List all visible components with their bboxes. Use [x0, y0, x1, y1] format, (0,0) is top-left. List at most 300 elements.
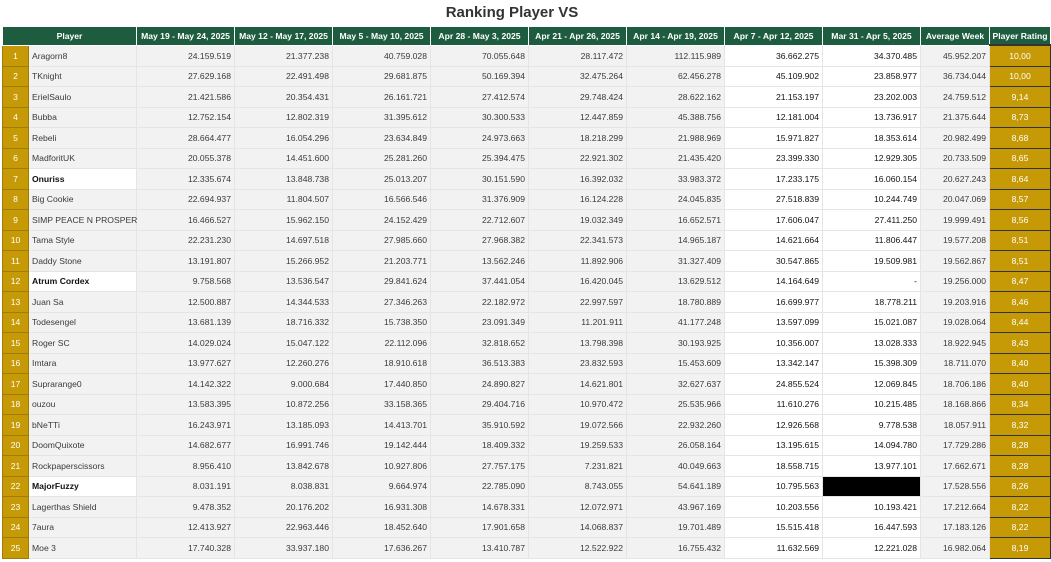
week-value-cell: 19.072.566: [529, 415, 627, 436]
week-value-cell: 17.636.267: [333, 538, 431, 559]
week-value-cell: 30.193.925: [627, 333, 725, 354]
week-value-cell: 21.435.420: [627, 148, 725, 169]
week-value-cell: 15.021.087: [823, 312, 921, 333]
week-value-cell: 27.757.175: [431, 456, 529, 477]
week-value-cell: 30.547.865: [725, 251, 823, 272]
table-row[interactable]: [3, 333, 1051, 354]
week-value-cell: 17.440.850: [333, 374, 431, 395]
week-value-cell: 25.394.475: [431, 148, 529, 169]
week-value-cell: 50.169.394: [431, 66, 529, 87]
week-value-cell: 14.413.701: [333, 415, 431, 436]
week-value-cell: 32.475.264: [529, 66, 627, 87]
week-value-cell: 22.963.446: [235, 517, 333, 538]
table-row[interactable]: [3, 292, 1051, 313]
column-header-week-3[interactable]: May 5 - May 10, 2025: [333, 27, 431, 46]
table-row[interactable]: [3, 148, 1051, 169]
week-value-cell: 13.842.678: [235, 456, 333, 477]
player-rating-cell: 9,14: [990, 87, 1051, 108]
week-value-cell: 12.072.971: [529, 497, 627, 518]
player-rating-cell: 8,64: [990, 169, 1051, 190]
week-value-cell: 26.058.164: [627, 435, 725, 456]
week-value-cell: 14.164.649: [725, 271, 823, 292]
week-value-cell: 15.515.418: [725, 517, 823, 538]
week-value-cell: 19.509.981: [823, 251, 921, 272]
rank-cell: 12: [3, 271, 29, 292]
week-value-cell: 12.802.319: [235, 107, 333, 128]
average-week-cell: 18.706.186: [921, 374, 990, 395]
column-header-week-1[interactable]: May 19 - May 24, 2025: [137, 27, 235, 46]
week-value-cell: 13.185.093: [235, 415, 333, 436]
week-value-cell: 25.535.966: [627, 394, 725, 415]
table-row[interactable]: [3, 353, 1051, 374]
week-value-cell: 11.610.276: [725, 394, 823, 415]
week-value-cell: 16.652.571: [627, 210, 725, 231]
week-value-cell: 32.627.637: [627, 374, 725, 395]
week-value-cell: 16.060.154: [823, 169, 921, 190]
table-row[interactable]: [3, 189, 1051, 210]
rank-cell: 22: [3, 476, 29, 497]
week-value-cell: 16.392.032: [529, 169, 627, 190]
rank-cell: 23: [3, 497, 29, 518]
week-value-cell: 40.759.028: [333, 45, 431, 66]
week-value-cell: 29.841.624: [333, 271, 431, 292]
player-name-cell: Rebeli: [29, 128, 137, 149]
week-value-cell: 12.522.922: [529, 538, 627, 559]
column-header-week-7[interactable]: Apr 7 - Apr 12, 2025: [725, 27, 823, 46]
player-name-cell: TKnight: [29, 66, 137, 87]
week-value-cell: 10.356.007: [725, 333, 823, 354]
week-value-cell: 36.513.383: [431, 353, 529, 374]
week-value-cell: 17.901.658: [431, 517, 529, 538]
week-value-cell: 16.566.546: [333, 189, 431, 210]
column-header-week-4[interactable]: Apr 28 - May 3, 2025: [431, 27, 529, 46]
week-value-cell: 35.910.592: [431, 415, 529, 436]
average-week-cell: 18.057.911: [921, 415, 990, 436]
week-value-cell: 12.752.154: [137, 107, 235, 128]
column-header-average-week[interactable]: Average Week: [921, 27, 990, 46]
week-value-cell: 15.047.122: [235, 333, 333, 354]
average-week-cell: 19.999.491: [921, 210, 990, 231]
week-value-cell: 43.967.169: [627, 497, 725, 518]
week-value-cell: 15.266.952: [235, 251, 333, 272]
week-value-cell: 14.697.518: [235, 230, 333, 251]
week-value-cell: 9.758.568: [137, 271, 235, 292]
average-week-cell: 20.733.509: [921, 148, 990, 169]
week-value-cell: 31.327.409: [627, 251, 725, 272]
week-value-cell: 26.161.721: [333, 87, 431, 108]
table-row[interactable]: [3, 415, 1051, 436]
average-week-cell: 17.212.664: [921, 497, 990, 518]
week-value-cell: 8.031.191: [137, 476, 235, 497]
player-name-cell: Suprarange0: [29, 374, 137, 395]
player-name-cell: Daddy Stone: [29, 251, 137, 272]
player-rating-cell: 8,44: [990, 312, 1051, 333]
week-value-cell: 10.193.421: [823, 497, 921, 518]
player-name-cell: ouzou: [29, 394, 137, 415]
player-name-cell: Bubba: [29, 107, 137, 128]
week-value-cell: 23.399.330: [725, 148, 823, 169]
player-rating-cell: 8,40: [990, 353, 1051, 374]
column-header-player-rating[interactable]: Player Rating: [990, 27, 1051, 46]
player-rating-cell: 8,22: [990, 497, 1051, 518]
week-value-cell: 16.699.977: [725, 292, 823, 313]
average-week-cell: 20.627.243: [921, 169, 990, 190]
week-value-cell: 12.926.568: [725, 415, 823, 436]
week-value-cell: 22.112.096: [333, 333, 431, 354]
column-header-player[interactable]: Player: [3, 27, 137, 46]
header-row: [3, 27, 1051, 46]
week-value-cell: 18.558.715: [725, 456, 823, 477]
week-value-cell: 24.159.519: [137, 45, 235, 66]
week-value-cell: 28.117.472: [529, 45, 627, 66]
week-value-cell: 14.451.600: [235, 148, 333, 169]
week-value-cell: 54.641.189: [627, 476, 725, 497]
week-value-cell: 20.354.431: [235, 87, 333, 108]
week-value-cell: 22.231.230: [137, 230, 235, 251]
player-name-cell: SIMP PEACE N PROSPER: [29, 210, 137, 231]
table-row[interactable]: [3, 210, 1051, 231]
week-value-cell: 12.335.674: [137, 169, 235, 190]
table-row[interactable]: [3, 271, 1051, 292]
week-value-cell: 24.855.524: [725, 374, 823, 395]
week-value-cell: 15.398.309: [823, 353, 921, 374]
column-header-week-6[interactable]: Apr 14 - Apr 19, 2025: [627, 27, 725, 46]
week-value-cell: 13.629.512: [627, 271, 725, 292]
week-value-cell: 18.716.332: [235, 312, 333, 333]
week-value-cell: 18.409.332: [431, 435, 529, 456]
week-value-cell: 15.971.827: [725, 128, 823, 149]
week-value-cell: 27.985.660: [333, 230, 431, 251]
average-week-cell: 16.982.064: [921, 538, 990, 559]
week-value-cell: 45.388.756: [627, 107, 725, 128]
table-row[interactable]: [3, 374, 1051, 395]
week-value-cell: 15.962.150: [235, 210, 333, 231]
table-body: [3, 45, 1051, 558]
average-week-cell: 19.256.000: [921, 271, 990, 292]
player-name-cell: Imtara: [29, 353, 137, 374]
week-value-cell: 18.452.640: [333, 517, 431, 538]
rank-cell: 14: [3, 312, 29, 333]
week-value-cell: 16.755.432: [627, 538, 725, 559]
player-name-cell: MajorFuzzy: [29, 476, 137, 497]
rank-cell: 4: [3, 107, 29, 128]
week-value-cell: 12.260.276: [235, 353, 333, 374]
week-value-cell: 24.045.835: [627, 189, 725, 210]
table-row[interactable]: [3, 66, 1051, 87]
week-value-cell: 12.413.927: [137, 517, 235, 538]
player-rating-cell: 8,68: [990, 128, 1051, 149]
player-name-cell: Aragorn8: [29, 45, 137, 66]
week-value-cell: 25.281.260: [333, 148, 431, 169]
player-rating-cell: 8,19: [990, 538, 1051, 559]
week-value-cell: 112.115.989: [627, 45, 725, 66]
week-value-cell: 18.353.614: [823, 128, 921, 149]
rank-cell: 17: [3, 374, 29, 395]
player-name-cell: Roger SC: [29, 333, 137, 354]
week-value-cell: 19.032.349: [529, 210, 627, 231]
rank-cell: 3: [3, 87, 29, 108]
week-value-cell: 13.681.139: [137, 312, 235, 333]
week-value-cell: 33.983.372: [627, 169, 725, 190]
page-title: Ranking Player VS: [445, 4, 579, 21]
player-name-cell: Rockpaperscissors: [29, 456, 137, 477]
player-name-cell: Juan Sa: [29, 292, 137, 313]
week-value-cell: 29.748.424: [529, 87, 627, 108]
rank-cell: 15: [3, 333, 29, 354]
player-name-cell: MadforitUK: [29, 148, 137, 169]
column-header-week-2[interactable]: May 12 - May 17, 2025: [235, 27, 333, 46]
week-value-cell: 22.182.972: [431, 292, 529, 313]
table-row[interactable]: [3, 87, 1051, 108]
player-name-cell: Moe 3: [29, 538, 137, 559]
table-row[interactable]: [3, 394, 1051, 415]
week-value-cell: 12.447.859: [529, 107, 627, 128]
week-value-cell: 11.892.906: [529, 251, 627, 272]
week-value-cell: 27.411.250: [823, 210, 921, 231]
average-week-cell: 21.375.644: [921, 107, 990, 128]
week-value-cell: 17.606.047: [725, 210, 823, 231]
week-value-cell: 30.300.533: [431, 107, 529, 128]
week-value-cell: 21.377.238: [235, 45, 333, 66]
week-value-cell: 22.491.498: [235, 66, 333, 87]
week-value-cell: 19.701.489: [627, 517, 725, 538]
rank-cell: 2: [3, 66, 29, 87]
player-rating-cell: 8,28: [990, 435, 1051, 456]
week-value-cell: 13.195.615: [725, 435, 823, 456]
player-name-cell: Tama Style: [29, 230, 137, 251]
week-value-cell: 20.176.202: [235, 497, 333, 518]
week-value-cell: 13.583.395: [137, 394, 235, 415]
week-value-cell: 16.054.296: [235, 128, 333, 149]
week-value-cell: 27.518.839: [725, 189, 823, 210]
table-row[interactable]: [3, 169, 1051, 190]
average-week-cell: 19.577.208: [921, 230, 990, 251]
week-value-cell: 12.069.845: [823, 374, 921, 395]
week-value-cell: 33.937.180: [235, 538, 333, 559]
rank-cell: 25: [3, 538, 29, 559]
rank-cell: 7: [3, 169, 29, 190]
week-value-cell: 12.181.004: [725, 107, 823, 128]
rank-cell: 13: [3, 292, 29, 313]
average-week-cell: 19.203.916: [921, 292, 990, 313]
week-value-cell: 40.049.663: [627, 456, 725, 477]
rank-cell: 1: [3, 45, 29, 66]
week-value-cell: 29.404.716: [431, 394, 529, 415]
table-row[interactable]: [3, 435, 1051, 456]
week-value-cell: 13.977.627: [137, 353, 235, 374]
week-value-cell: 13.536.547: [235, 271, 333, 292]
table-row[interactable]: [3, 107, 1051, 128]
week-value-cell: 21.203.771: [333, 251, 431, 272]
table-row[interactable]: [3, 230, 1051, 251]
average-week-cell: 18.922.945: [921, 333, 990, 354]
week-value-cell: 14.682.677: [137, 435, 235, 456]
week-value-cell: 21.153.197: [725, 87, 823, 108]
week-value-cell: 17.233.175: [725, 169, 823, 190]
week-value-cell: 10.215.485: [823, 394, 921, 415]
week-value-cell: 27.412.574: [431, 87, 529, 108]
rank-cell: 21: [3, 456, 29, 477]
rank-cell: 16: [3, 353, 29, 374]
week-value-cell: 22.785.090: [431, 476, 529, 497]
week-value-cell: 14.678.331: [431, 497, 529, 518]
rank-cell: 11: [3, 251, 29, 272]
week-value-cell: 18.778.211: [823, 292, 921, 313]
week-value-cell: 18.910.618: [333, 353, 431, 374]
player-name-cell: DoomQuixote: [29, 435, 137, 456]
week-value-cell: 9.778.538: [823, 415, 921, 436]
week-value-cell: 19.259.533: [529, 435, 627, 456]
column-header-week-8[interactable]: Mar 31 - Apr 5, 2025: [823, 27, 921, 46]
week-value-cell: 41.177.248: [627, 312, 725, 333]
rank-cell: 10: [3, 230, 29, 251]
rank-cell: 18: [3, 394, 29, 415]
week-value-cell: 10.203.556: [725, 497, 823, 518]
week-value-cell: 27.346.263: [333, 292, 431, 313]
week-value-cell: 13.191.807: [137, 251, 235, 272]
week-value-cell: 13.848.738: [235, 169, 333, 190]
week-value-cell: 22.921.302: [529, 148, 627, 169]
rank-cell: 5: [3, 128, 29, 149]
week-value-cell: 37.441.054: [431, 271, 529, 292]
average-week-cell: 18.711.070: [921, 353, 990, 374]
week-value-cell: 14.094.780: [823, 435, 921, 456]
week-value-cell: 15.738.350: [333, 312, 431, 333]
week-value-cell: 16.466.527: [137, 210, 235, 231]
player-rating-cell: 8,28: [990, 456, 1051, 477]
week-value-cell: 13.342.147: [725, 353, 823, 374]
table-row[interactable]: [3, 517, 1051, 538]
week-value-cell: 22.997.597: [529, 292, 627, 313]
rank-cell: 9: [3, 210, 29, 231]
week-value-cell: 23.202.003: [823, 87, 921, 108]
average-week-cell: 17.183.126: [921, 517, 990, 538]
average-week-cell: 24.759.512: [921, 87, 990, 108]
week-value-cell: 31.376.909: [431, 189, 529, 210]
week-value-cell: 16.931.308: [333, 497, 431, 518]
week-value-cell: 36.662.275: [725, 45, 823, 66]
week-value-cell: 62.456.278: [627, 66, 725, 87]
week-value-cell: 10.872.256: [235, 394, 333, 415]
week-value-cell: 12.221.028: [823, 538, 921, 559]
week-value-cell: 10.970.472: [529, 394, 627, 415]
ranking-table: [2, 26, 1051, 559]
week-value-cell: 16.991.746: [235, 435, 333, 456]
week-value-cell: 16.124.228: [529, 189, 627, 210]
week-value-cell: 13.028.333: [823, 333, 921, 354]
week-value-cell: 14.029.024: [137, 333, 235, 354]
week-value-cell: 16.447.593: [823, 517, 921, 538]
player-rating-cell: 8,43: [990, 333, 1051, 354]
week-value-cell: 23.634.849: [333, 128, 431, 149]
player-name-cell: Onuriss: [29, 169, 137, 190]
week-value-cell: 11.806.447: [823, 230, 921, 251]
player-name-cell: 7aura: [29, 517, 137, 538]
week-value-cell: 15.453.609: [627, 353, 725, 374]
table-row[interactable]: [3, 456, 1051, 477]
week-value-cell: 12.500.887: [137, 292, 235, 313]
average-week-cell: 17.528.556: [921, 476, 990, 497]
table-row[interactable]: [3, 538, 1051, 559]
week-value-cell: 16.243.971: [137, 415, 235, 436]
week-value-cell: 13.597.099: [725, 312, 823, 333]
player-rating-cell: 8,51: [990, 230, 1051, 251]
week-value-cell: 70.055.648: [431, 45, 529, 66]
week-value-cell: 28.622.162: [627, 87, 725, 108]
week-value-cell: 29.681.875: [333, 66, 431, 87]
week-value-cell: 22.694.937: [137, 189, 235, 210]
player-rating-cell: 8,73: [990, 107, 1051, 128]
week-value-cell: 25.013.207: [333, 169, 431, 190]
week-value-cell: 12.929.305: [823, 148, 921, 169]
week-value-cell: 14.068.837: [529, 517, 627, 538]
week-value-cell: 20.055.378: [137, 148, 235, 169]
week-value-cell: 8.038.831: [235, 476, 333, 497]
average-week-cell: 17.662.671: [921, 456, 990, 477]
player-name-cell: Big Cookie: [29, 189, 137, 210]
player-name-cell: Atrum Cordex: [29, 271, 137, 292]
week-value-cell: 28.664.477: [137, 128, 235, 149]
week-value-cell: 10.795.563: [725, 476, 823, 497]
week-value-cell: 13.410.787: [431, 538, 529, 559]
week-value-cell: 14.621.664: [725, 230, 823, 251]
week-value-cell: -: [823, 271, 921, 292]
player-rating-cell: 8,26: [990, 476, 1051, 497]
table-row[interactable]: [3, 128, 1051, 149]
week-value-cell: 24.152.429: [333, 210, 431, 231]
week-value-cell: [823, 476, 921, 497]
player-rating-cell: 8,22: [990, 517, 1051, 538]
week-value-cell: 23.832.593: [529, 353, 627, 374]
table-row[interactable]: [3, 476, 1051, 497]
average-week-cell: 45.952.207: [921, 45, 990, 66]
week-value-cell: 11.632.569: [725, 538, 823, 559]
week-value-cell: 13.736.917: [823, 107, 921, 128]
column-header-week-5[interactable]: Apr 21 - Apr 26, 2025: [529, 27, 627, 46]
week-value-cell: 10.927.806: [333, 456, 431, 477]
player-name-cell: Lagerthas Shield: [29, 497, 137, 518]
week-value-cell: 19.142.444: [333, 435, 431, 456]
week-value-cell: 31.395.612: [333, 107, 431, 128]
player-rating-cell: 8,32: [990, 415, 1051, 436]
week-value-cell: 11.201.911: [529, 312, 627, 333]
player-rating-cell: 10,00: [990, 66, 1051, 87]
week-value-cell: 23.858.977: [823, 66, 921, 87]
week-value-cell: 18.780.889: [627, 292, 725, 313]
week-value-cell: 8.956.410: [137, 456, 235, 477]
week-value-cell: 22.712.607: [431, 210, 529, 231]
week-value-cell: 13.977.101: [823, 456, 921, 477]
week-value-cell: 7.231.821: [529, 456, 627, 477]
player-name-cell: ErielSaulo: [29, 87, 137, 108]
player-rating-cell: 8,46: [990, 292, 1051, 313]
table-row[interactable]: [3, 251, 1051, 272]
week-value-cell: 18.218.299: [529, 128, 627, 149]
table-row[interactable]: [3, 312, 1051, 333]
week-value-cell: 13.798.398: [529, 333, 627, 354]
week-value-cell: 24.890.827: [431, 374, 529, 395]
week-value-cell: 9.478.352: [137, 497, 235, 518]
week-value-cell: 27.968.382: [431, 230, 529, 251]
rank-cell: 8: [3, 189, 29, 210]
table-row[interactable]: [3, 497, 1051, 518]
week-value-cell: 32.818.652: [431, 333, 529, 354]
average-week-cell: 19.028.064: [921, 312, 990, 333]
average-week-cell: 20.047.069: [921, 189, 990, 210]
average-week-cell: 17.729.286: [921, 435, 990, 456]
table-row[interactable]: [3, 45, 1051, 66]
week-value-cell: 10.244.749: [823, 189, 921, 210]
